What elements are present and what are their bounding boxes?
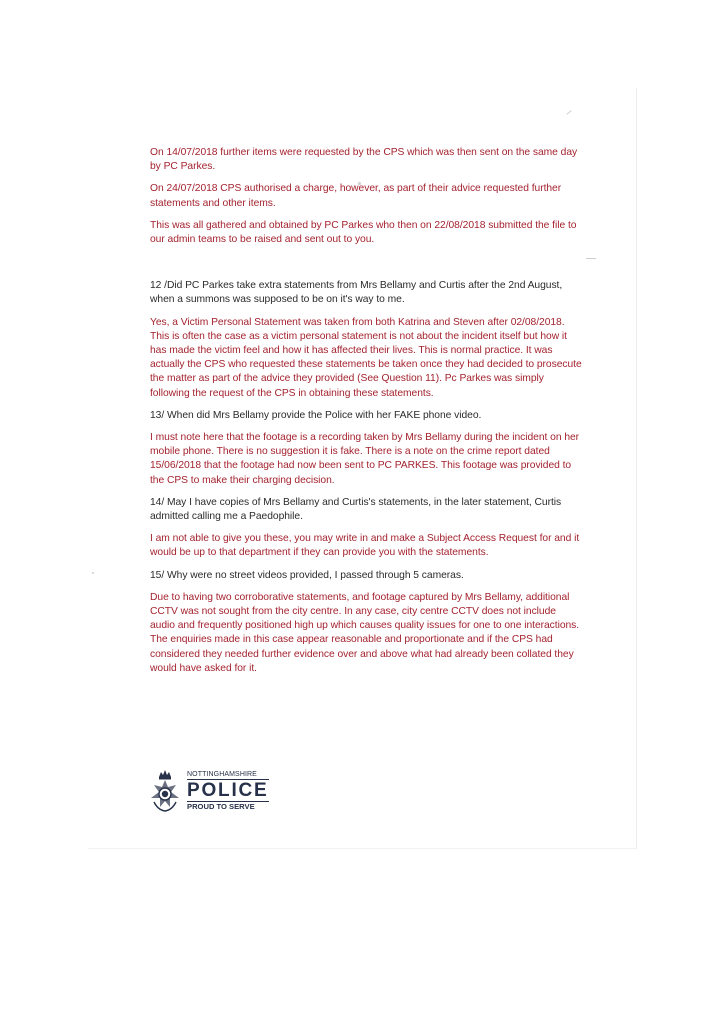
answer-15: Due to having two corroborative statements, and footage captured by Mrs Bellamy, additional CCTV was not sought from the city centre. In any case, city centre CCTV does not include audio and frequently positioned high up which causes quality issues for one to one interactions. The enquiries made in this case appear reasonable and proportionate and if the CPS had considered they needed further evidence over and above what had already been collated they would have asked for it. xyxy=(150,591,580,674)
logo-tagline: PROUD TO SERVE xyxy=(187,801,269,811)
update-paragraph-1: On 14/07/2018 further items were requested by the CPS which was then sent on the same day by PC Parkes. xyxy=(150,147,578,173)
answer-12: Yes, a Victim Personal Statement was taken from both Katrina and Steven after 02/08/2018. This is often the case as a victim personal statement is not about the incident itself but how it has made the victim feel and how it has affected their lives. This is normal practice. It was actually the CPS who requested these statements be taken once they had decided to prosecute the matter as part of the advice they provided (See Question 11). Pc Parkes was simply following the request of the CPS in obtaining these statements. xyxy=(150,316,582,399)
nottinghamshire-police-logo xyxy=(148,768,269,814)
section-gap xyxy=(150,255,582,279)
logo-police: POLICE xyxy=(187,780,269,802)
scan-speck xyxy=(586,258,596,259)
update-paragraph-3: This was all gathered and obtained by PC Parkes who then on 22/08/2018 submitted the file to our admin teams to be raised and sent out to you. xyxy=(150,219,577,246)
question-13: 13/ When did Mrs Bellamy provide the Police with her FAKE phone video. xyxy=(150,409,482,421)
letter-body xyxy=(150,146,582,684)
question-14: 14/ May I have copies of Mrs Bellamy and Curtis's statements, in the later statement, Curtis admitted calling me a Paedophile. xyxy=(150,496,562,523)
answer-13: I must note here that the footage is a recording taken by Mrs Bellamy during the incident on her mobile phone. There is no suggestion it is fake. There is a note on the crime report dated 15/06/2018 that the footage had now been sent to PC PARKES. This footage was provided to the CPS to make their charging decision. xyxy=(150,432,580,486)
update-paragraph-2: On 24/07/2018 CPS authorised a charge, however, as part of their advice requested further statements and other items. xyxy=(150,183,562,209)
police-crest-icon xyxy=(148,768,182,814)
logo-wordmark xyxy=(187,771,269,811)
logo-county: NOTTINGHAMSHIRE xyxy=(187,771,269,780)
question-15: 15/ Why were no street videos provided, I passed through 5 cameras. xyxy=(150,569,464,581)
scan-speck xyxy=(92,572,94,574)
answer-14: I am not able to give you these, you may write in and make a Subject Access Request for and it would be up to that department if they can provide you with the statements. xyxy=(150,533,580,559)
question-12: 12 /Did PC Parkes take extra statements from Mrs Bellamy and Curtis after the 2nd August, when a summons was supposed to be on it's way to me. xyxy=(150,280,563,306)
